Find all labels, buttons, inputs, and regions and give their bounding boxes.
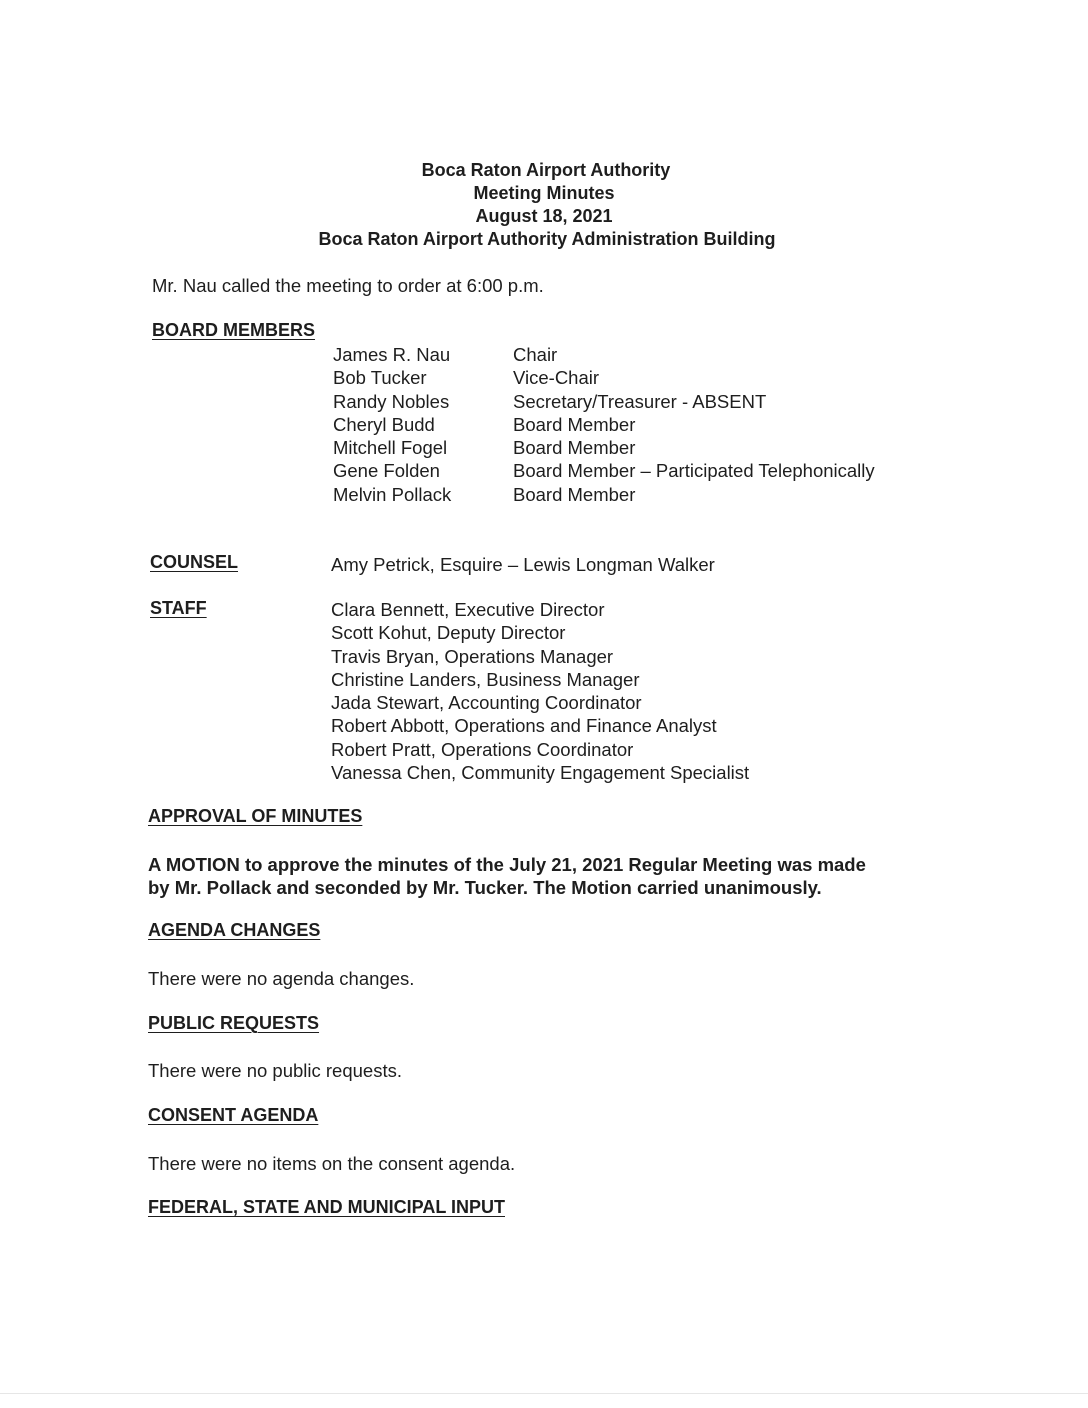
member-name: Bob Tucker [333, 367, 427, 389]
organization-title: Boca Raton Airport Authority [421, 160, 671, 180]
member-name: Mitchell Fogel [333, 437, 448, 459]
board-member-row [333, 390, 875, 413]
member-role: Board Member [513, 413, 636, 435]
agenda-changes-heading: AGENDA CHANGES [148, 920, 321, 940]
staff-member: Travis Bryan, Operations Manager [331, 645, 614, 667]
board-member-row [333, 483, 875, 506]
approval-of-minutes-heading: APPROVAL OF MINUTES [148, 806, 363, 826]
staff-member: Robert Abbott, Operations and Finance Analyst [331, 715, 717, 737]
member-role: Board Member – Participated Telephonically [513, 460, 875, 482]
consent-agenda-heading: CONSENT AGENDA [148, 1105, 319, 1125]
member-name: James R. Nau [333, 344, 451, 365]
federal-state-municipal-input-heading: FEDERAL, STATE AND MUNICIPAL INPUT [148, 1197, 505, 1217]
board-member-row [333, 413, 875, 436]
staff-list [331, 598, 749, 784]
member-role: Vice-Chair [513, 367, 600, 389]
member-role: Board Member [513, 483, 636, 505]
staff-member: Vanessa Chen, Community Engagement Specialist [331, 762, 750, 784]
motion-line: by Mr. Pollack and seconded by Mr. Tucker. The Motion carried unanimously. [148, 877, 822, 898]
public-requests-text: There were no public requests. [148, 1060, 402, 1081]
agenda-changes-text: There were no agenda changes. [148, 968, 415, 989]
member-name: Melvin Pollack [333, 483, 452, 505]
document-header [0, 159, 1088, 251]
member-name: Cheryl Budd [333, 413, 435, 435]
member-role: Secretary/Treasurer - ABSENT [513, 390, 767, 412]
staff-member: Christine Landers, Business Manager [331, 668, 640, 690]
consent-agenda-text: There were no items on the consent agenda. [148, 1153, 516, 1174]
call-to-order-text: Mr. Nau called the meeting to order at 6:00 p.m. [152, 275, 544, 296]
staff-member: Clara Bennett, Executive Director [331, 599, 605, 620]
motion-line: A MOTION to approve the minutes of the July 21, 2021 Regular Meeting was made [148, 854, 866, 875]
member-role: Chair [513, 344, 558, 365]
meeting-location: Boca Raton Airport Authority Administration Building [318, 229, 776, 249]
member-name: Gene Folden [333, 460, 440, 482]
board-member-row [333, 343, 875, 366]
board-member-row [333, 459, 875, 482]
approval-motion-text [148, 853, 866, 899]
counsel-text: Amy Petrick, Esquire – Lewis Longman Walker [331, 554, 715, 575]
staff-heading: STAFF [150, 598, 207, 618]
staff-member: Robert Pratt, Operations Coordinator [331, 738, 634, 760]
document-title: Meeting Minutes [473, 183, 615, 203]
board-member-row [333, 366, 875, 389]
scan-edge-divider [0, 1393, 1088, 1394]
board-member-row [333, 436, 875, 459]
staff-member: Scott Kohut, Deputy Director [331, 622, 566, 644]
member-role: Board Member [513, 437, 636, 459]
staff-member: Jada Stewart, Accounting Coordinator [331, 692, 642, 714]
public-requests-heading: PUBLIC REQUESTS [148, 1013, 320, 1033]
member-name: Randy Nobles [333, 390, 450, 412]
board-members-heading: BOARD MEMBERS [152, 320, 316, 340]
counsel-heading: COUNSEL [150, 552, 239, 572]
board-members-list [333, 343, 875, 506]
meeting-date: August 18, 2021 [475, 206, 613, 226]
